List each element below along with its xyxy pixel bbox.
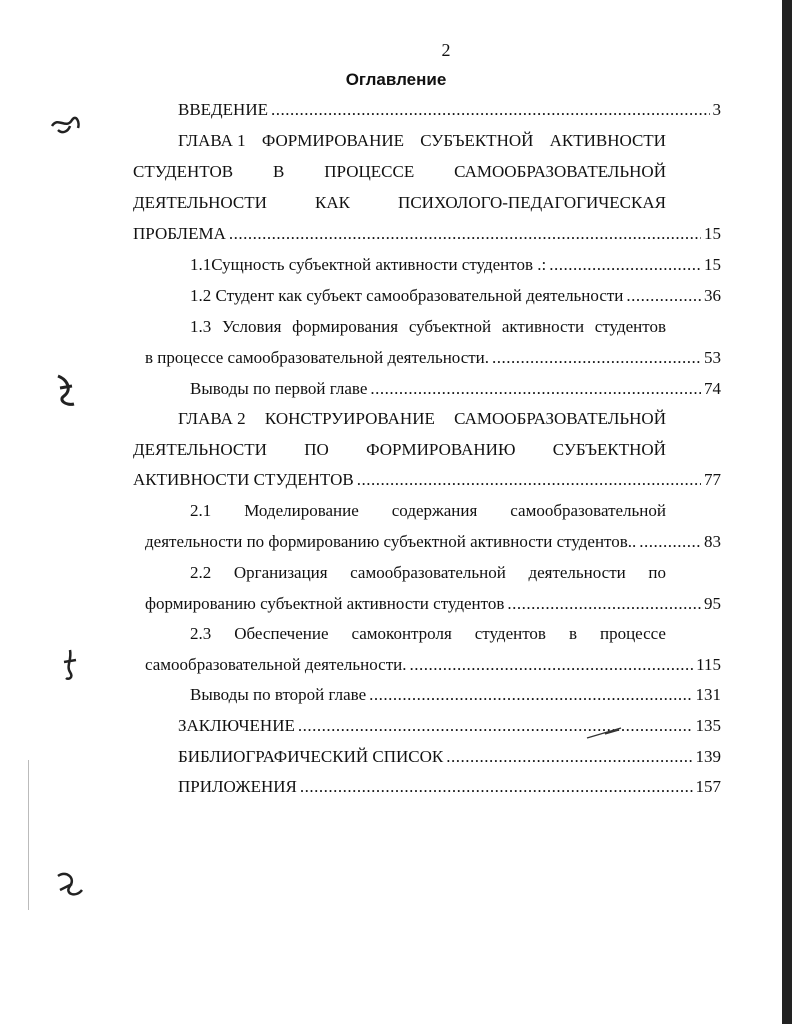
toc-word: Условия xyxy=(221,317,282,336)
margin-ink-mark xyxy=(52,866,86,902)
toc-word: Моделирование xyxy=(244,501,359,520)
toc-page-number: 83 xyxy=(704,532,721,551)
toc-word: самоконтроля xyxy=(351,624,452,643)
toc-entry-conclusion[interactable] xyxy=(178,715,721,737)
toc-section2-3-line1 xyxy=(190,623,666,645)
dot-leader xyxy=(446,746,692,768)
toc-word: самообразовательной xyxy=(350,563,506,582)
toc-page-number: 139 xyxy=(695,747,721,766)
toc-word: КОНСТРУИРОВАНИЕ xyxy=(264,409,435,428)
toc-word: 2.1 xyxy=(190,501,212,520)
toc-word: 2.3 xyxy=(190,624,212,643)
toc-word: самообразовательной xyxy=(510,501,666,520)
toc-word: ПО xyxy=(304,440,329,459)
toc-entry-label: ПРИЛОЖЕНИЯ xyxy=(178,777,297,796)
toc-entry-label: самообразовательной деятельности. xyxy=(145,655,407,674)
dot-leader xyxy=(298,715,693,737)
toc-word: СУБЪЕКТНОЙ xyxy=(552,440,666,459)
toc-entry-appendices[interactable] xyxy=(178,776,721,798)
toc-word: деятельности xyxy=(528,563,626,582)
dot-leader xyxy=(229,223,701,245)
toc-page-number: 15 xyxy=(704,224,721,243)
toc-entry-bibliography[interactable] xyxy=(178,746,721,768)
toc-word: Организация xyxy=(233,563,328,582)
toc-word: содержания xyxy=(391,501,478,520)
toc-entry-chapter2[interactable] xyxy=(133,469,721,491)
toc-word: студентов xyxy=(474,624,546,643)
dot-leader xyxy=(410,654,694,676)
toc-page-number: 15 xyxy=(704,255,721,274)
toc-word: В xyxy=(273,162,285,181)
toc-chapter1-line1 xyxy=(178,130,666,152)
toc-entry-label: Выводы по первой главе xyxy=(190,379,368,398)
toc-word: ГЛАВА 1 xyxy=(178,131,246,150)
toc-section2-1-line1 xyxy=(190,500,666,522)
toc-word: Обеспечение xyxy=(234,624,329,643)
page-title: Оглавление xyxy=(345,70,447,89)
toc-entry-label: ВВЕДЕНИЕ xyxy=(178,100,268,119)
dot-leader xyxy=(626,285,701,307)
toc-entry-conclusions-2[interactable] xyxy=(190,684,721,706)
toc-word: ФОРМИРОВАНИЮ xyxy=(366,440,516,459)
toc-page-number: 74 xyxy=(704,379,721,398)
toc-word: активности xyxy=(501,317,585,336)
page-number: 2 xyxy=(441,40,451,60)
dot-leader xyxy=(369,684,692,706)
scan-edge-line xyxy=(28,760,29,910)
dot-leader xyxy=(370,378,701,400)
pen-stroke-mark xyxy=(585,724,625,742)
dot-leader xyxy=(639,531,701,553)
toc-word: ПСИХОЛОГО-ПЕДАГОГИЧЕСКАЯ xyxy=(398,193,666,212)
toc-page-number: 157 xyxy=(695,777,721,796)
toc-entry-conclusions-1[interactable] xyxy=(190,378,721,400)
toc-section1-3-line1 xyxy=(190,316,666,338)
toc-word: СТУДЕНТОВ xyxy=(133,162,234,181)
dot-leader xyxy=(300,776,693,798)
margin-ink-mark xyxy=(48,108,84,138)
toc-chapter2-line1 xyxy=(178,408,666,430)
toc-entry-label: в процессе самообразовательной деятельности. xyxy=(145,348,490,367)
toc-entry-label: 1.1Сущность субъектной активности студентов .: xyxy=(190,255,547,274)
toc-chapter1-line3 xyxy=(133,192,666,214)
toc-entry-intro[interactable] xyxy=(178,99,721,121)
toc-page-number: 95 xyxy=(704,594,721,613)
toc-word: по xyxy=(648,563,666,582)
margin-ink-mark xyxy=(60,648,80,682)
toc-page-number: 135 xyxy=(695,716,721,735)
toc-word: КАК xyxy=(315,193,350,212)
toc-entry-label: ПРОБЛЕМА xyxy=(133,224,226,243)
toc-word: АКТИВНОСТИ xyxy=(549,131,666,150)
toc-entry-label: Выводы по второй главе xyxy=(190,685,367,704)
dot-leader xyxy=(357,469,701,491)
toc-word: ПРОЦЕССЕ xyxy=(324,162,415,181)
toc-word: СУБЪЕКТНОЙ xyxy=(420,131,534,150)
toc-entry-label: АКТИВНОСТИ СТУДЕНТОВ xyxy=(133,470,354,489)
toc-section2-2-line1 xyxy=(190,562,666,584)
toc-chapter2-line2 xyxy=(133,439,666,461)
dot-leader xyxy=(271,99,710,121)
scan-border xyxy=(782,0,792,1024)
toc-entry-label: деятельности по формированию субъектной активности студентов.. xyxy=(145,532,637,551)
toc-word: ДЕЯТЕЛЬНОСТИ xyxy=(133,440,267,459)
toc-page-number: 115 xyxy=(696,655,721,674)
toc-word: ФОРМИРОВАНИЕ xyxy=(261,131,405,150)
dot-leader xyxy=(507,593,701,615)
margin-ink-mark xyxy=(52,370,80,410)
toc-word: САМООБРАЗОВАТЕЛЬНОЙ xyxy=(454,409,666,428)
toc-word: ДЕЯТЕЛЬНОСТИ xyxy=(133,193,267,212)
toc-entry-label: 1.2 Студент как субъект самообразовательной деятельности xyxy=(190,286,624,305)
toc-word: ГЛАВА 2 xyxy=(178,409,246,428)
toc-page-number: 131 xyxy=(695,685,721,704)
dot-leader xyxy=(492,347,701,369)
toc-entry-label: БИБЛИОГРАФИЧЕСКИЙ СПИСОК xyxy=(178,747,444,766)
toc-word: 2.2 xyxy=(190,563,212,582)
toc-entry-2-2[interactable] xyxy=(145,593,721,615)
toc-word: САМООБРАЗОВАТЕЛЬНОЙ xyxy=(454,162,666,181)
toc-word: формирования xyxy=(292,317,399,336)
toc-entry-1-2[interactable] xyxy=(190,285,721,307)
toc-entry-1-3[interactable] xyxy=(145,347,721,369)
toc-word: студентов xyxy=(594,317,666,336)
toc-entry-1-1[interactable] xyxy=(190,254,721,276)
toc-page-number: 77 xyxy=(704,470,721,489)
toc-word: субъектной xyxy=(408,317,492,336)
toc-entry-2-3[interactable] xyxy=(145,654,721,676)
toc-page-number: 53 xyxy=(704,348,721,367)
toc-chapter1-line2 xyxy=(133,161,666,183)
toc-page-number: 36 xyxy=(704,286,721,305)
toc-word: в xyxy=(568,624,577,643)
toc-word: 1.3 xyxy=(190,317,212,336)
toc-entry-2-1[interactable] xyxy=(145,531,721,553)
toc-page-number: 3 xyxy=(712,100,721,119)
toc-entry-chapter1[interactable] xyxy=(133,223,721,245)
toc-entry-label: формированию субъектной активности студентов xyxy=(145,594,505,613)
dot-leader xyxy=(549,254,701,276)
toc-word: процессе xyxy=(599,624,666,643)
toc-entry-label: ЗАКЛЮЧЕНИЕ xyxy=(178,716,295,735)
